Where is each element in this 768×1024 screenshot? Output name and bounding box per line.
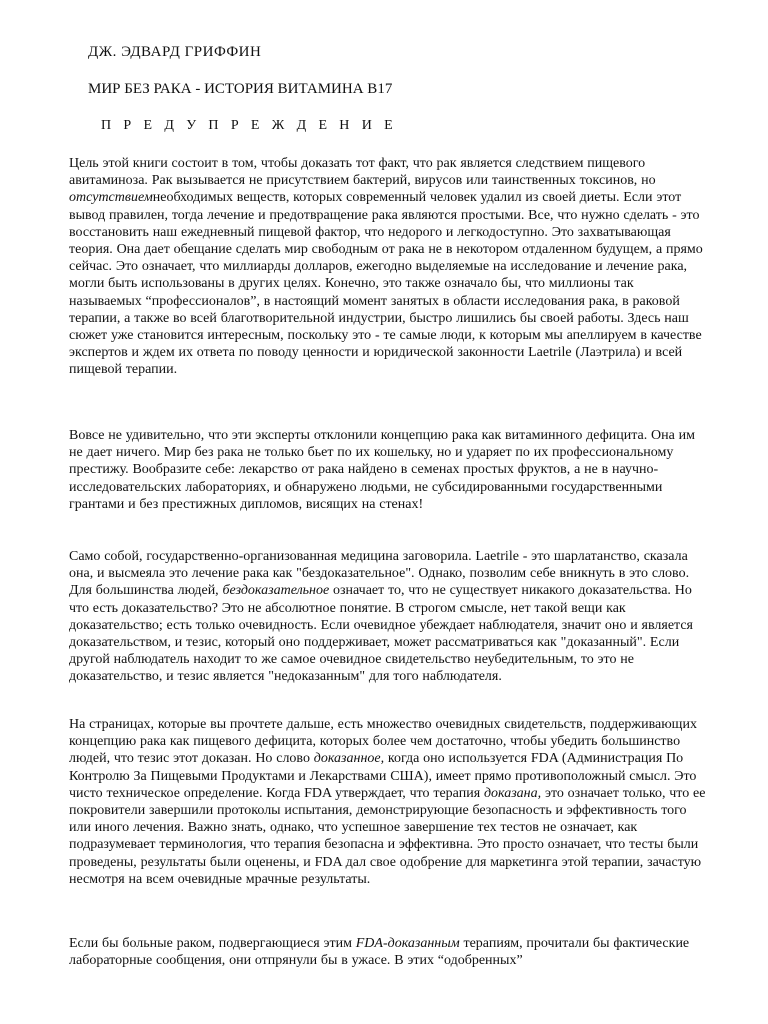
paragraph-4-emphasis-2: доказана, (483, 785, 542, 801)
paragraph-1-text-b: необходимых веществ, которых современный человек удалил из своей диеты. Если этот вывод правилен, тогда лечение и предотвращение рака являются простыми. Все, что нужно сделать - это восстановить наш ежедневный пищевой фактор, что недорого и легкодоступно. Это захватывающая теория. Она дает обещание сделать мир свободным от рака не в некотором отдаленном будущем, а прямо сейчас. Это означает, что миллиарды долларов, ежегодно выделяемые на исследование и лечение рака, могли быть использованы в других целях. Конечно, это также означало бы, что миллионы так называемых “профессионалов”, в настоящий момент занятых в области исследования рака, в раковой терапии, а также во всей благотворительной индустрии, быстро лишились бы своей работы. Здесь наш сюжет уже становится интересным, поскольку это - те самые люди, к которым мы апеллируем в качестве экспертов и ждем их ответа по поводу ценности и юридической законности Laetrile (Лаэтрила) и всей пищевой терапии. (69, 190, 703, 378)
paragraph-5 (69, 935, 709, 969)
paragraph-4-text-a: На страницах, которые вы прочтете дальше, есть множество очевидных свидетельств, поддерживающих концепцию рака как пищевого дефицита, которых более чем достаточно, чтобы убедить большинство людей, что тезис этот доказан. Но слово (69, 717, 697, 767)
author-name: ДЖ. ЭДВАРД ГРИФФИН (88, 44, 262, 60)
paragraph-4-text-c: это означает только, что ее покровители завершили протоколы испытания, демонстрирующие безопасность и эффективность того или иного лечения. Важно знать, однако, что успешное завершение тех тестов не означает, как подразумевает терминология, что терапия безопасна и эффективна. Это просто означает, что тесты были проведены, результаты были оценены, и FDA дал свое одобрение для маркетинга этой терапии, зачастую несмотря на всем очевидные мрачные результаты. (69, 785, 706, 887)
paragraph-5-text-b: терапиям, прочитали бы фактические лабораторные сообщения, они отпрянули бы в ужасе. В этих “одобренных” (69, 936, 690, 969)
paragraph-2 (69, 427, 709, 513)
paragraph-1-emphasis: отсутствием (69, 190, 153, 206)
paragraph-3-emphasis: бездоказательное (222, 583, 330, 599)
section-heading: П Р Е Д У П Р Е Ж Д Е Н И Е (101, 118, 398, 133)
paragraph-1-text-a: Цель этой книги состоит в том, чтобы доказать тот факт, что рак является следствием пищевого авитаминоза. Рак вызывается не присутствием бактерий, вирусов или таинственных токсинов, но (69, 156, 656, 189)
paragraph-5-emphasis: FDA-доказанным (355, 936, 460, 951)
paragraph-4-text-b: когда оно используется FDA (Администрация По Контролю За Пищевыми Продуктами и Лекарствами США), имеет прямо противоположный смысл. Это чисто техническое определение. Когда FDA утверждает, что терапия (69, 751, 697, 801)
paragraph-2-text: Вовсе не удивительно, что эти эксперты отклонили концепцию рака как витаминного дефицита. Она им не дает ничего. Мир без рака не только бьет по их кошельку, но и ударяет по их профессиональному престижу. Вообразите себе: лекарство от рака найдено в семенах простых фруктов, а не в научно-исследовательских лабораториях, и обнаружено людьми, не субсидированными государственными грантами и без престижных дипломов, висящих на стенах! (69, 428, 696, 512)
book-title: МИР БЕЗ РАКА - ИСТОРИЯ ВИТАМИНА B17 (88, 81, 393, 97)
paragraph-3 (69, 548, 709, 686)
paragraph-5-text-a: Если бы больные раком, подвергающиеся этим (69, 936, 356, 951)
paragraph-4 (69, 716, 709, 888)
paragraph-3-text-a: Само собой, государственно-организованная медицина заговорила. Laetrile - это шарлатанство, сказала она, и высмеяла это лечение рака как "бездоказательное". Однако, позволим себе вникнуть в это слово. Для большинства людей, (69, 549, 690, 599)
paragraph-1 (69, 155, 709, 379)
paragraph-4-emphasis-1: доказанное, (313, 751, 385, 767)
paragraph-3-text-b: означает то, что не существует никакого доказательства. Но что есть доказательство? Это не абсолютное понятие. В строгом смысле, нет такой вещи как доказательство; есть только очевидность. Если очевидное убеждает наблюдателя, значит оно и является доказательством, и тезис, который оно поддерживает, может рассматриваться как "доказанный". Если другой наблюдатель находит то же самое очевидное свидетельство неубедительным, то это не доказательство, и тезис является "недоказанным" для того наблюдателя. (69, 583, 693, 685)
